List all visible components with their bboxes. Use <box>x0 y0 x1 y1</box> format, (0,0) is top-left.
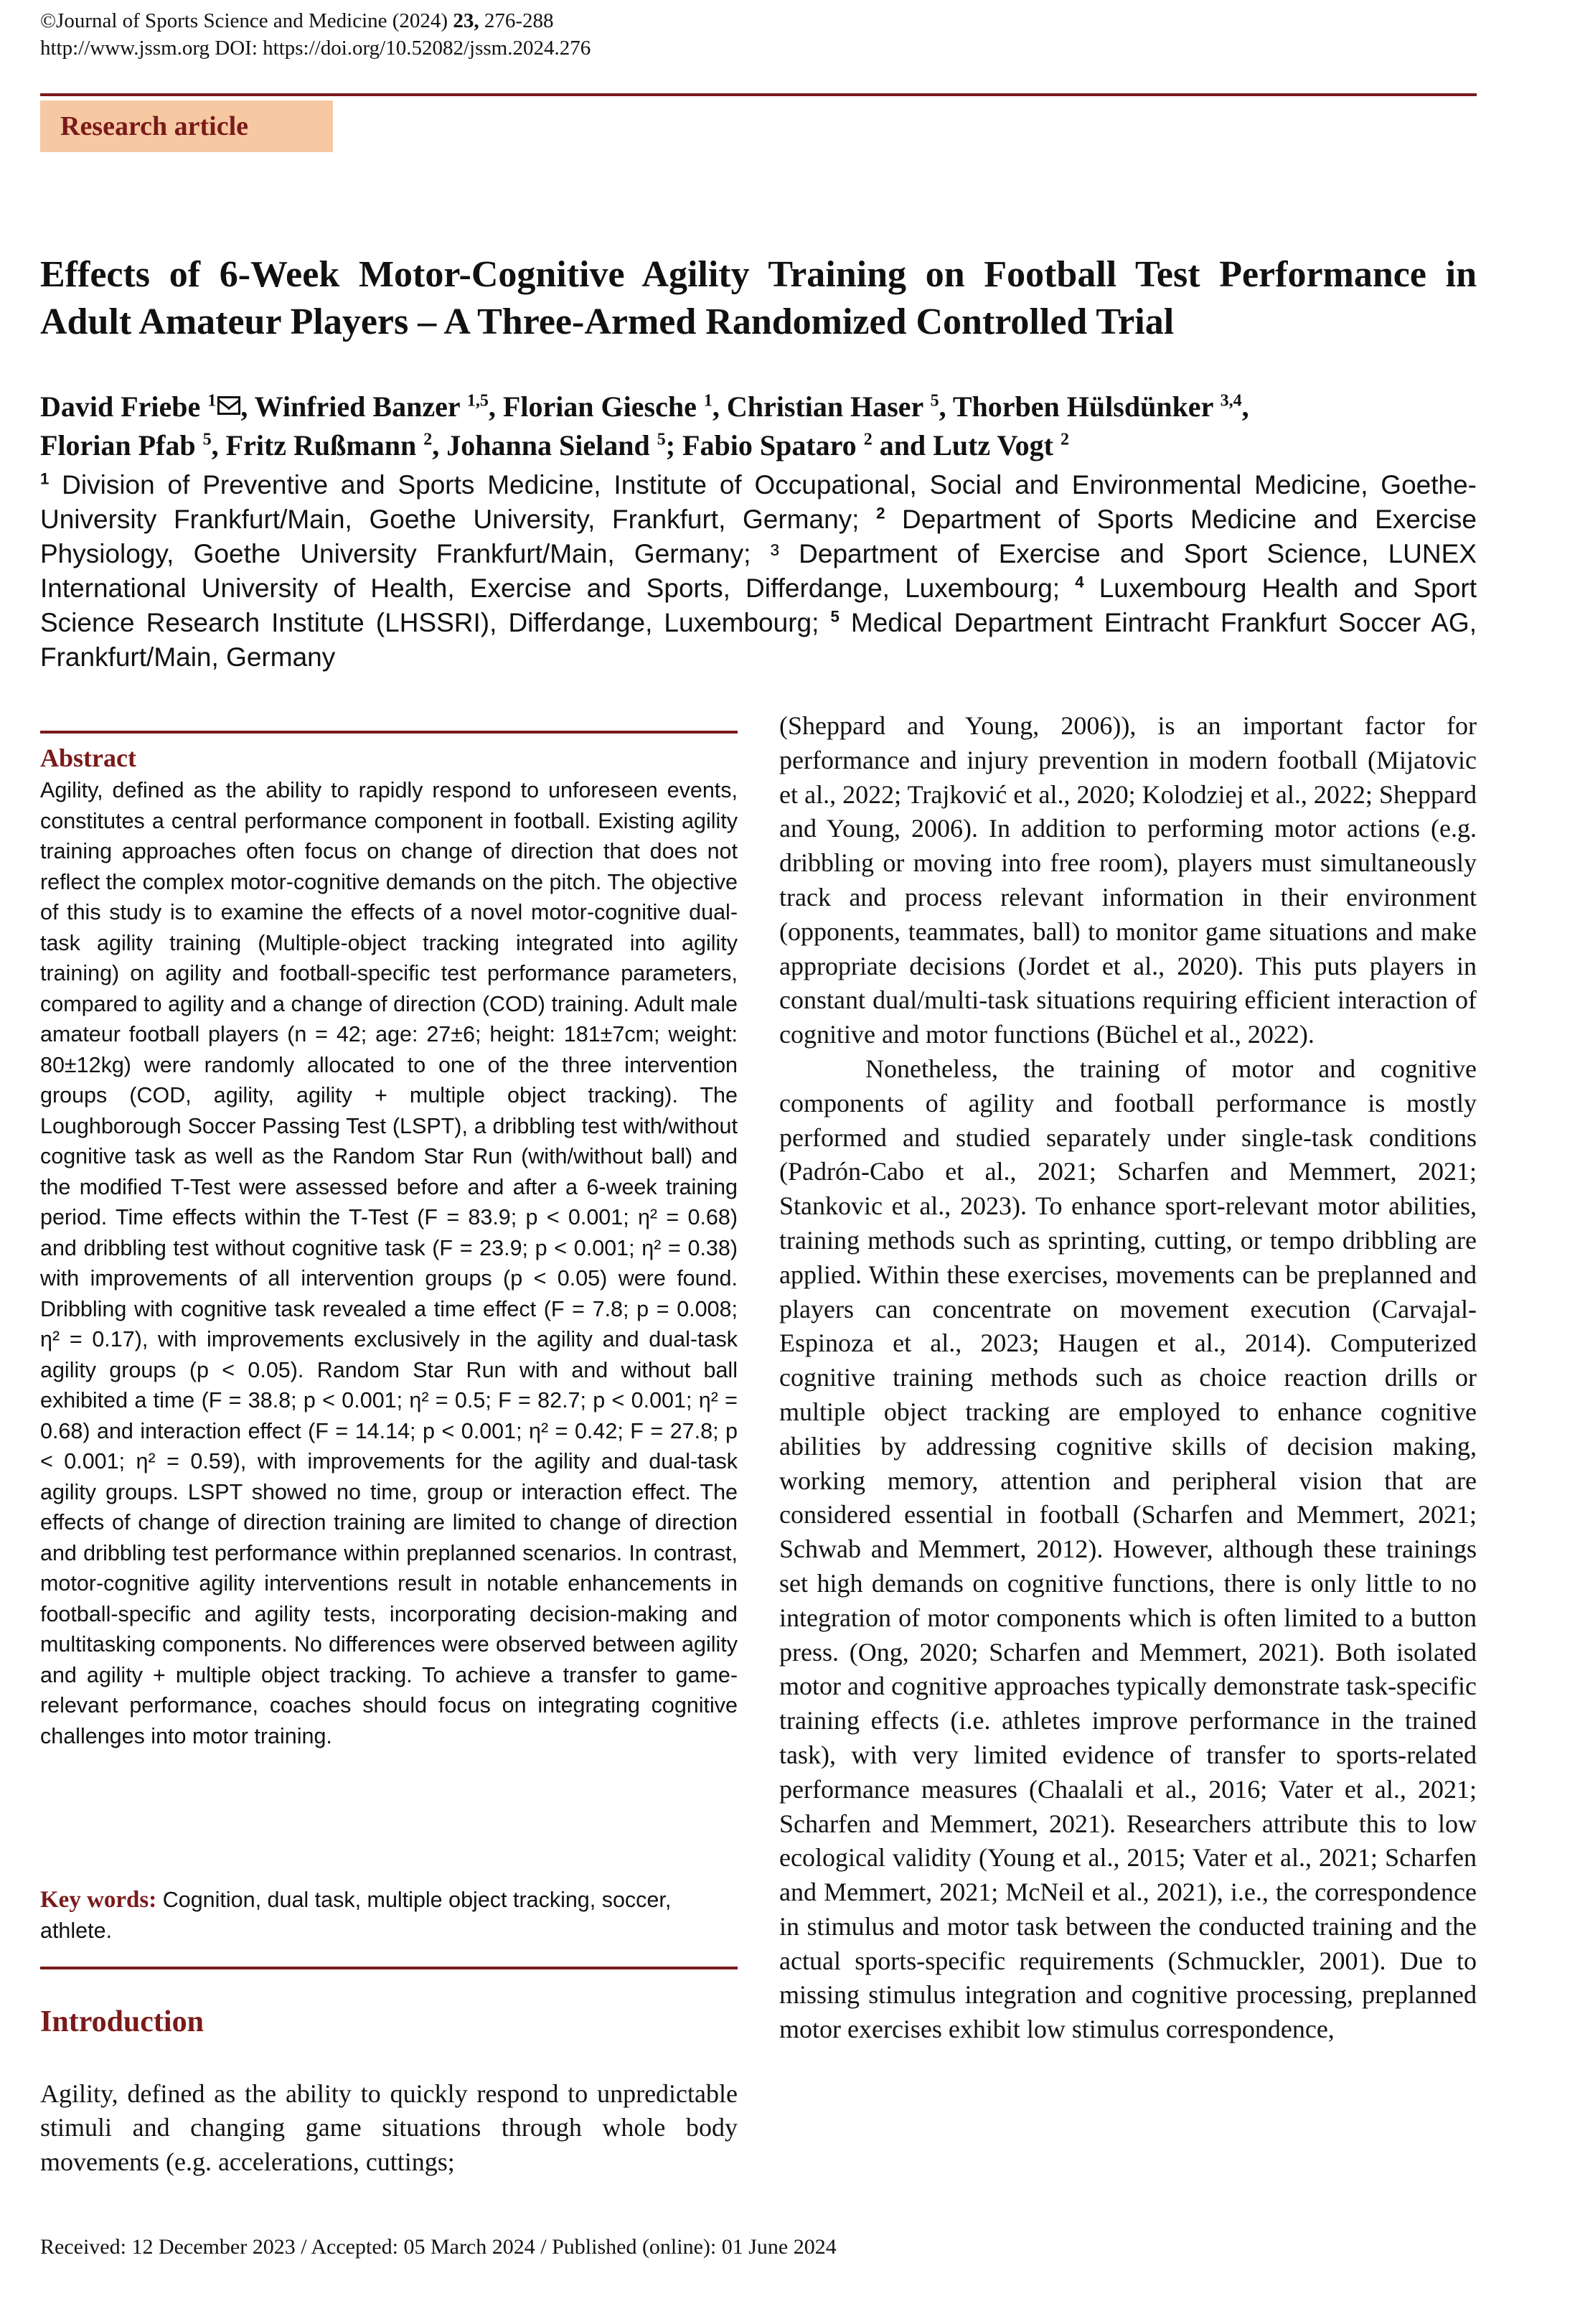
paragraph: Nonetheless, the training of motor and cognitive components of agility and football performance is mostly performed and studied separately under single-task conditions (Padrón-Cabo et al., 2021; Scharfen and Memmert, 2021; Stankovic et al., 2023). To enhance sport-relevant motor abilities, training methods such as sprinting, cutting, or tempo dribbling are applied. Within these exercises, movements can be preplanned and players can concentrate on movement execution (Carvajal-Espinoza et al., 2023; Haugen et al., 2014). Computerized cognitive training methods such as choice reaction drills or multiple object tracking are employed to enhance cognitive abilities by addressing cognitive skills of decision making, working memory, attention and peripheral vision that are considered essential in football (Scharfen and Memmert, 2021; Schwab and Memmert, 2012). However, although these trainings set high demands on cognitive functions, there is only little to no integration of motor components which is often limited to a button press. (Ong, 2020; Scharfen and Memmert, 2021). Both isolated motor and cognitive approaches typically demonstrate task-specific training effects (i.e. athletes improve performance in the trained task), with very limited evidence of transfer to sports-related performance measures (Chaalali et al., 2016; Vater et al., 2021; Scharfen and Memmert, 2021). Researchers attribute this to low ecological validity (Young et al., 2015; Vater et al., 2021; Scharfen and Memmert, 2021; McNeil et al., 2021), i.e., the correspondence in stimulus and motor task between the conducted training and the actual sports-specific requirements (Schmuckler, 2001). Due to missing stimulus integration and cognitive processing, preplanned motor exercises exhibit low stimulus correspondence, <box>779 1054 1477 2044</box>
author-list <box>40 388 1477 465</box>
author: Lutz Vogt $^2$ <box>933 429 1069 461</box>
author: Fritz Rußmann $^2$, <box>225 429 447 461</box>
affiliation: $^2$ Department of Sports Medicine and Exercise Physiology, Goethe University Frankfurt/Main, Germany; <box>40 504 1477 568</box>
abstract-bottom-divider <box>40 1967 738 1969</box>
paragraph: (Sheppard and Young, 2006)), is an important factor for performance and injury prevention in modern football (Mijatovic et al., 2022; Trajković et al., 2020; Kolodziej et al., 2022; Sheppard and Young, 2006). In addition to performing motor actions (e.g. dribbling or moving into free room), players must simultaneously track and process relevant information in their environment (opponents, teammates, ball) to monitor game situations and make appropriate decisions (Jordet et al., 2020). This puts players in constant dual/multi-task situations requiring efficient interaction of cognitive and motor functions (Büchel et al., 2022). <box>779 711 1477 1049</box>
affiliation: $^4$ Luxembourg Health and Sport Science Research Institute (LHSSRI), Differdange, Luxembourg; <box>40 573 1477 637</box>
article-title: Effects of 6-Week Motor-Cognitive Agility Training on Football Test Performance in Adult Amateur Players – A Three-Armed Randomized Controlled Trial <box>40 254 1477 342</box>
author: Johanna Sieland $^5$; <box>446 429 683 461</box>
affiliation: $^1$ Division of Preventive and Sports Medicine, Institute of Occupational, Social and Environmental Medicine, Goethe-University Frankfurt/Main, Goethe University, Frankfurt, Germany; <box>40 469 1477 534</box>
abstract-text: Agility, defined as the ability to rapidly respond to unforeseen events, constitutes a central performance component in football. Existing agility training approaches often focus on change of direction that does not reflect the complex motor-cognitive demands on the pitch. The objective of this study is to examine the effects of a novel motor-cognitive dual-task agility training (Multiple-object tracking integrated into agility training) on agility and football-specific test performance parameters, compared to agility and a change of direction (COD) training. Adult male amateur football players (n = 42; age: 27±6; height: 181±7cm; weight: 80±12kg) were randomly allocated to one of the three intervention groups (COD, agility, agility + multiple object tracking). The Loughborough Soccer Passing Test (LSPT), a dribbling test with/without cognitive task as well as the Random Star Run (with/without ball) and the modified T-Test were assessed before and after a 6-week training period. Time effects within the T-Test (F = 83.9; p < 0.001; η² = 0.68) and dribbling test without cognitive task (F = 23.9; p < 0.001; η² = 0.38) with improvements of all intervention groups (p < 0.05) were found. Dribbling with cognitive task revealed a time effect (F = 7.8; p = 0.008; η² = 0.17), with improvements exclusively in the agility and dual-task agility groups (p < 0.05). Random Star Run with and without ball exhibited a time (F = 38.8; p < 0.001; η² = 0.5; F = 82.7; p < 0.001; η² = 0.68) and interaction effect (F = 14.14; p < 0.001; η² = 0.42; F = 27.8; p < 0.001; η² = 0.59), with improvements for the agility and dual-task agility groups. LSPT showed no time, group or interaction effect. The effects of change of direction training are limited to change of direction and dribbling test performance within preplanned scenarios. In contrast, motor-cognitive agility interventions result in notable enhancements in football-specific and agility tests, incorporating decision-making and multitasking components. No differences were observed between agility and agility + multiple object tracking. To achieve a transfer to game-relevant performance, coaches should focus on integrating cognitive challenges into motor training. <box>40 778 738 1748</box>
author: David Friebe $^1$ , <box>40 390 255 423</box>
journal-info <box>40 7 591 62</box>
header-divider <box>40 93 1477 96</box>
abstract-top-divider <box>40 731 738 734</box>
introduction-text-right <box>779 709 1477 2047</box>
affiliation: ³ Department of Exercise and Sport Science, LUNEX International University of Health, Exercise and Sports, Differdange, Luxembourg; <box>40 539 1477 603</box>
publication-dates: Received: 12 December 2023 / Accepted: 05 March 2024 / Published (online): 01 June 2024 <box>40 2235 837 2259</box>
journal-url-line[interactable]: http://www.jssm.org DOI: https://doi.org/10.52082/jssm.2024.276 <box>40 37 591 60</box>
introduction-text-left: Agility, defined as the ability to quickly respond to unpredictable stimuli and changing game situations through whole body movements (e.g. accelerations, cuttings; <box>40 2079 738 2176</box>
author: Florian Pfab $^5$, <box>40 429 226 461</box>
journal-citation-line: ©Journal of Sports Science and Medicine (2024) 23, 276-288 <box>40 9 554 32</box>
author: Winfried Banzer $^{1,5}$, <box>254 390 503 423</box>
keywords-text: Cognition, dual task, multiple object tracking, soccer, athlete. <box>40 1888 672 1943</box>
keywords <box>40 1885 738 1946</box>
article-type-badge: Research article <box>40 100 333 152</box>
keywords-label: Key words: <box>40 1887 157 1913</box>
introduction-heading: Introduction <box>40 2005 204 2038</box>
affiliations <box>40 468 1477 675</box>
author: Thorben Hülsdünker $^{3,4}$, <box>952 390 1249 423</box>
abstract-heading: Abstract <box>40 744 136 772</box>
envelope-icon[interactable] <box>217 396 240 415</box>
affiliation: $^5$ Medical Department Eintracht Frankfurt Soccer AG, Frankfurt/Main, Germany <box>40 607 1477 672</box>
author: Fabio Spataro $^2$ and <box>682 429 934 461</box>
author: Florian Giesche $^1$, <box>502 390 727 423</box>
author: Christian Haser $^5$, <box>726 390 953 423</box>
